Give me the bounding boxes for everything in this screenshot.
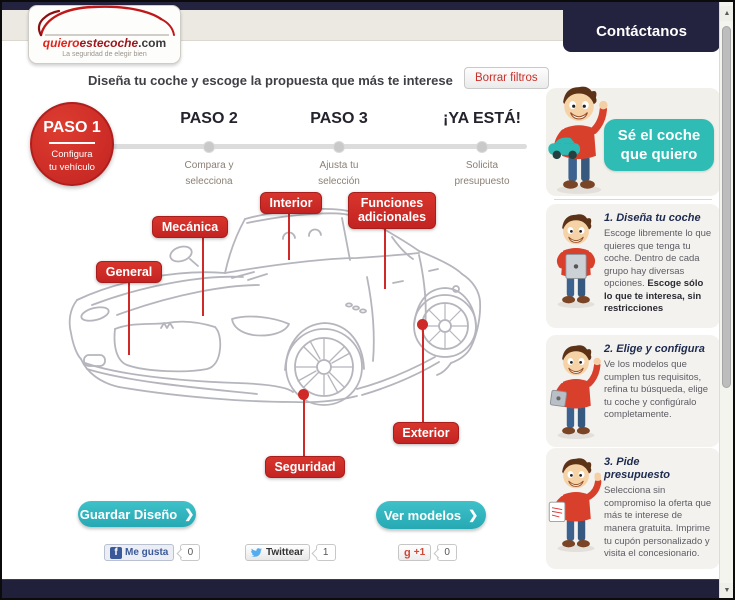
sidebar-divider — [554, 199, 712, 200]
step-sublabel: Ajusta tu selección — [318, 160, 360, 187]
twitter-share-widget — [245, 544, 336, 561]
chevron-right-icon: ❯ — [468, 508, 479, 522]
step-dot — [333, 141, 345, 153]
sidebar-hero-card — [546, 88, 720, 196]
logo-car-sketch-icon — [31, 4, 180, 38]
connector-line-funciones — [384, 227, 386, 289]
step-sublabel: Compara y selecciona — [184, 160, 234, 187]
sidebar-step-heading: 3. Pide presupuesto — [604, 456, 671, 482]
step-label: PASO 3 — [310, 110, 368, 127]
logo-wordmark: quieroestecoche.com — [42, 36, 167, 50]
step-sublabel: Configura tu vehículo — [49, 149, 95, 174]
gplus-widget — [398, 544, 457, 561]
sidebar-hero-slogan: Sé el coche que quiero — [604, 119, 714, 171]
step-sublabel: Solicita presupuesto — [454, 160, 510, 187]
connector-line-exterior — [422, 327, 424, 423]
chevron-right-icon: ❯ — [184, 507, 195, 521]
car-label-funciones[interactable]: Funciones adicionales — [348, 192, 436, 229]
sidebar-step-body: Selecciona sin compromiso la oferta que más te interese de manera gratuita. Imprime tu cupón personalizado y visita el concesionario. — [604, 485, 712, 560]
car-label-general[interactable]: General — [96, 261, 162, 283]
connector-dot-seguridad — [298, 389, 309, 400]
sidebar-step-heading: 2. Elige y configura — [604, 343, 705, 355]
connector-line-mecanica — [202, 236, 204, 316]
logo-tagline: La seguridad de elegir bien — [62, 51, 147, 58]
step-label: ¡YA ESTÁ! — [443, 110, 521, 127]
tweet-count: 1 — [316, 544, 336, 561]
car-label-seguridad[interactable]: Seguridad — [265, 456, 345, 478]
mascot-hero-icon — [546, 84, 612, 194]
step-label: PASO 1 — [43, 119, 101, 136]
facebook-icon: f — [110, 547, 122, 559]
car-label-mecanica[interactable]: Mecánica — [152, 216, 228, 238]
car-label-exterior[interactable]: Exterior — [393, 422, 459, 444]
sidebar-step-heading: 1. Diseña tu coche — [604, 212, 701, 224]
step-label: PASO 2 — [180, 110, 238, 127]
step-paso-3[interactable] — [279, 110, 399, 190]
scroll-up-arrow-icon[interactable]: ▲ — [720, 6, 734, 21]
site-logo[interactable] — [28, 5, 181, 64]
facebook-like-count: 0 — [180, 544, 200, 561]
gplus-button[interactable]: g +1 — [398, 544, 431, 561]
connector-line-general — [128, 281, 130, 355]
car-sketch — [57, 197, 547, 497]
twitter-bird-icon — [251, 548, 263, 558]
footer-bar — [2, 579, 719, 598]
connector-line-seguridad — [303, 398, 305, 456]
mascot-pointing-icon — [548, 343, 604, 439]
step-dot — [203, 141, 215, 153]
sidebar-step-3 — [546, 448, 720, 569]
connector-line-interior — [288, 212, 290, 260]
mascot-clipboard-icon — [548, 456, 604, 552]
sidebar-step-body: Escoge libremente lo que quieres que tenga tu coche. Dentro de cada grupo hay diversas opciones. Escoge sólo lo que te interesa, sin restricciones — [604, 228, 712, 315]
save-design-button[interactable]: Guardar Diseño ❯ — [78, 501, 196, 527]
vertical-scrollbar[interactable] — [719, 2, 733, 598]
google-icon: g — [404, 546, 411, 559]
view-models-button[interactable]: Ver modelos ❯ — [376, 501, 486, 529]
step-paso-1[interactable] — [30, 102, 114, 186]
scrollbar-thumb[interactable] — [722, 26, 731, 388]
step-ya-esta[interactable] — [422, 110, 542, 190]
facebook-like-button[interactable]: f Me gusta — [104, 544, 174, 561]
tweet-button[interactable]: Twittear — [245, 544, 310, 561]
connector-dot-exterior — [417, 319, 428, 330]
mascot-tablet-icon — [548, 212, 604, 308]
contact-button[interactable]: Contáctanos — [563, 10, 720, 52]
sidebar-step-2 — [546, 335, 720, 447]
car-label-interior[interactable]: Interior — [260, 192, 322, 214]
step-paso-2[interactable] — [149, 110, 269, 190]
clear-filters-button[interactable]: Borrar filtros — [464, 67, 549, 89]
step-dot — [476, 141, 488, 153]
sidebar-step-1 — [546, 204, 720, 328]
facebook-like-widget — [104, 544, 200, 561]
gplus-count: 0 — [437, 544, 457, 561]
scroll-down-arrow-icon[interactable]: ▼ — [720, 583, 734, 598]
sidebar-step-body: Ve los modelos que cumplen tus requisitos, refina tu búsqueda, elige tu coche y configúralo completamente. — [604, 359, 709, 421]
page-title: Diseña tu coche y escoge la propuesta que más te interese — [88, 73, 453, 88]
step-divider — [49, 142, 95, 144]
